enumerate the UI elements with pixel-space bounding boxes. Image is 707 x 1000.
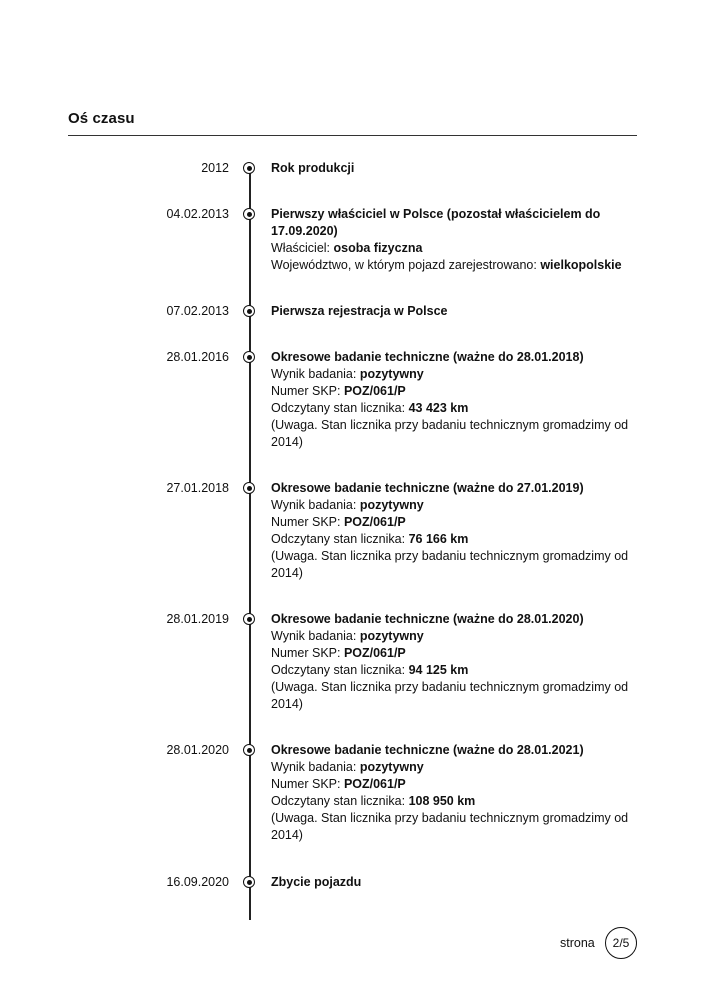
detail-label: Numer SKP: bbox=[271, 384, 344, 398]
entry-detail-line bbox=[271, 662, 636, 679]
entry-detail-line bbox=[271, 240, 636, 257]
section-title: Oś czasu bbox=[68, 110, 637, 136]
entry-detail-line bbox=[271, 366, 636, 383]
entry-detail-line bbox=[271, 531, 636, 548]
detail-value: osoba fizyczna bbox=[333, 241, 423, 255]
entry-date: 27.01.2018 bbox=[166, 481, 229, 495]
entry-title: Okresowe badanie techniczne (ważne do 27.01.2019) bbox=[271, 481, 584, 495]
entry-detail-line bbox=[271, 810, 636, 844]
detail-label: Wynik badania: bbox=[271, 498, 360, 512]
entry-date: 28.01.2019 bbox=[166, 612, 229, 626]
timeline-dot-icon bbox=[243, 305, 255, 317]
entry-content bbox=[271, 349, 636, 451]
entry-title: Pierwszy właściciel w Polsce (pozostał właścicielem do 17.09.2020) bbox=[271, 207, 601, 238]
entry-content bbox=[271, 206, 636, 274]
entry-title: Rok produkcji bbox=[271, 161, 355, 175]
timeline-dot-icon bbox=[243, 613, 255, 625]
entry-detail-line bbox=[271, 759, 636, 776]
detail-label: Numer SKP: bbox=[271, 515, 344, 529]
entry-date: 16.09.2020 bbox=[166, 875, 229, 889]
detail-label: Odczytany stan licznika: bbox=[271, 663, 409, 677]
timeline-line bbox=[249, 168, 251, 920]
detail-label: Odczytany stan licznika: bbox=[271, 532, 409, 546]
detail-label: Wynik badania: bbox=[271, 760, 360, 774]
entry-date: 04.02.2013 bbox=[166, 207, 229, 221]
entry-content bbox=[271, 480, 636, 582]
detail-label: (Uwaga. Stan licznika przy badaniu technicznym gromadzimy od 2014) bbox=[271, 811, 629, 842]
detail-label: (Uwaga. Stan licznika przy badaniu technicznym gromadzimy od 2014) bbox=[271, 418, 629, 449]
timeline-dot-icon bbox=[243, 208, 255, 220]
timeline-dot-icon bbox=[243, 482, 255, 494]
detail-value: 94 125 km bbox=[408, 663, 469, 677]
entry-detail-line bbox=[271, 383, 636, 400]
entry-detail-line bbox=[271, 497, 636, 514]
detail-value: 43 423 km bbox=[408, 401, 469, 415]
detail-value: POZ/061/P bbox=[343, 777, 406, 791]
detail-label: Wynik badania: bbox=[271, 629, 360, 643]
timeline-dot-icon bbox=[243, 744, 255, 756]
detail-value: pozytywny bbox=[359, 367, 424, 381]
entry-detail-line bbox=[271, 628, 636, 645]
timeline-dot-icon bbox=[243, 351, 255, 363]
entry-content bbox=[271, 303, 636, 320]
entry-detail-line bbox=[271, 645, 636, 662]
entry-date: 2012 bbox=[201, 161, 229, 175]
detail-label: Numer SKP: bbox=[271, 777, 344, 791]
detail-label: Właściciel: bbox=[271, 241, 334, 255]
detail-label: Wynik badania: bbox=[271, 367, 360, 381]
entry-title: Zbycie pojazdu bbox=[271, 875, 362, 889]
entry-detail-line bbox=[271, 548, 636, 582]
detail-value: 76 166 km bbox=[408, 532, 469, 546]
entry-detail-line bbox=[271, 679, 636, 713]
entry-title: Okresowe badanie techniczne (ważne do 28.01.2021) bbox=[271, 743, 584, 757]
detail-value: pozytywny bbox=[359, 760, 424, 774]
timeline-dot-icon bbox=[243, 162, 255, 174]
entry-detail-line bbox=[271, 257, 636, 274]
entry-date: 07.02.2013 bbox=[166, 304, 229, 318]
detail-value: POZ/061/P bbox=[343, 515, 406, 529]
entry-detail-line bbox=[271, 793, 636, 810]
entry-detail-line bbox=[271, 417, 636, 451]
entry-content bbox=[271, 611, 636, 713]
detail-label: Odczytany stan licznika: bbox=[271, 794, 409, 808]
detail-value: POZ/061/P bbox=[343, 646, 406, 660]
page-label: strona bbox=[560, 936, 595, 950]
detail-value: POZ/061/P bbox=[343, 384, 406, 398]
detail-value: wielkopolskie bbox=[540, 258, 622, 272]
detail-label: (Uwaga. Stan licznika przy badaniu technicznym gromadzimy od 2014) bbox=[271, 549, 629, 580]
entry-detail-line bbox=[271, 400, 636, 417]
entry-content bbox=[271, 742, 636, 844]
timeline-dot-icon bbox=[243, 876, 255, 888]
detail-value: 108 950 km bbox=[408, 794, 476, 808]
entry-content bbox=[271, 874, 636, 891]
entry-detail-line bbox=[271, 776, 636, 793]
entry-title: Pierwsza rejestracja w Polsce bbox=[271, 304, 448, 318]
detail-label: Numer SKP: bbox=[271, 646, 344, 660]
detail-value: pozytywny bbox=[359, 629, 424, 643]
detail-label: (Uwaga. Stan licznika przy badaniu technicznym gromadzimy od 2014) bbox=[271, 680, 629, 711]
entry-date: 28.01.2020 bbox=[166, 743, 229, 757]
page-number: 2/5 bbox=[605, 927, 637, 959]
detail-label: Odczytany stan licznika: bbox=[271, 401, 409, 415]
entry-date: 28.01.2016 bbox=[166, 350, 229, 364]
entry-detail-line bbox=[271, 514, 636, 531]
entry-title: Okresowe badanie techniczne (ważne do 28.01.2018) bbox=[271, 350, 584, 364]
entry-title: Okresowe badanie techniczne (ważne do 28.01.2020) bbox=[271, 612, 584, 626]
detail-label: Województwo, w którym pojazd zarejestrowano: bbox=[271, 258, 541, 272]
detail-value: pozytywny bbox=[359, 498, 424, 512]
entry-content bbox=[271, 160, 636, 177]
